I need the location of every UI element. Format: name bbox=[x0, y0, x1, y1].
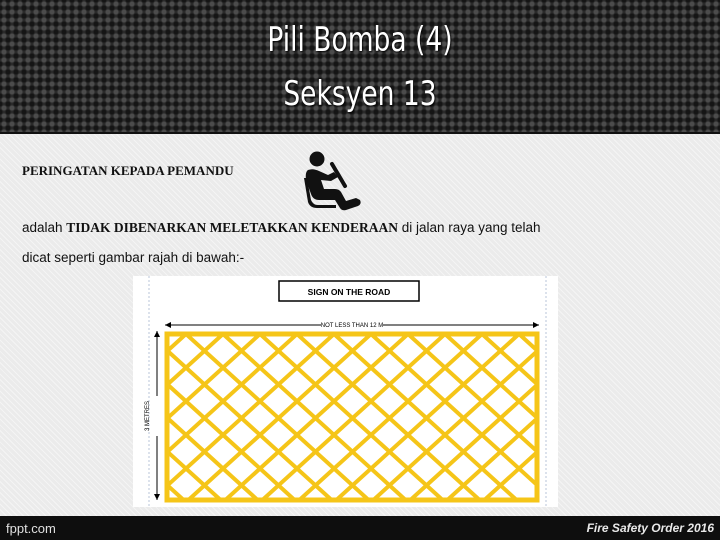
height-label: 3 METRES bbox=[145, 400, 151, 432]
title-bar bbox=[0, 0, 720, 134]
yellow-box-junction-hatching bbox=[133, 334, 558, 500]
sign-label: SIGN ON THE ROAD bbox=[307, 287, 391, 297]
width-label: NOT LESS THAN 12 M bbox=[320, 323, 384, 329]
footer-source: fppt.com bbox=[6, 521, 56, 536]
instruction-emphasis: TIDAK DIBENARKAN MELETAKKAN KENDERAAN bbox=[66, 220, 398, 235]
road-marking-diagram bbox=[133, 276, 558, 507]
instruction-text: adalah TIDAK DIBENARKAN MELETAKKAN KENDERAAN di jalan raya yang telah bbox=[22, 220, 541, 235]
driver-at-wheel-icon bbox=[302, 150, 362, 216]
slide-title: Pili Bomba (4) bbox=[267, 20, 453, 60]
instruction-text-line2: dicat seperti gambar rajah di bawah:- bbox=[22, 250, 245, 265]
warning-heading: PERINGATAN KEPADA PEMANDU bbox=[22, 163, 234, 178]
footer-bar bbox=[0, 516, 720, 540]
slide-subtitle: Seksyen 13 bbox=[283, 74, 437, 114]
footer-note: Fire Safety Order 2016 bbox=[586, 521, 714, 535]
